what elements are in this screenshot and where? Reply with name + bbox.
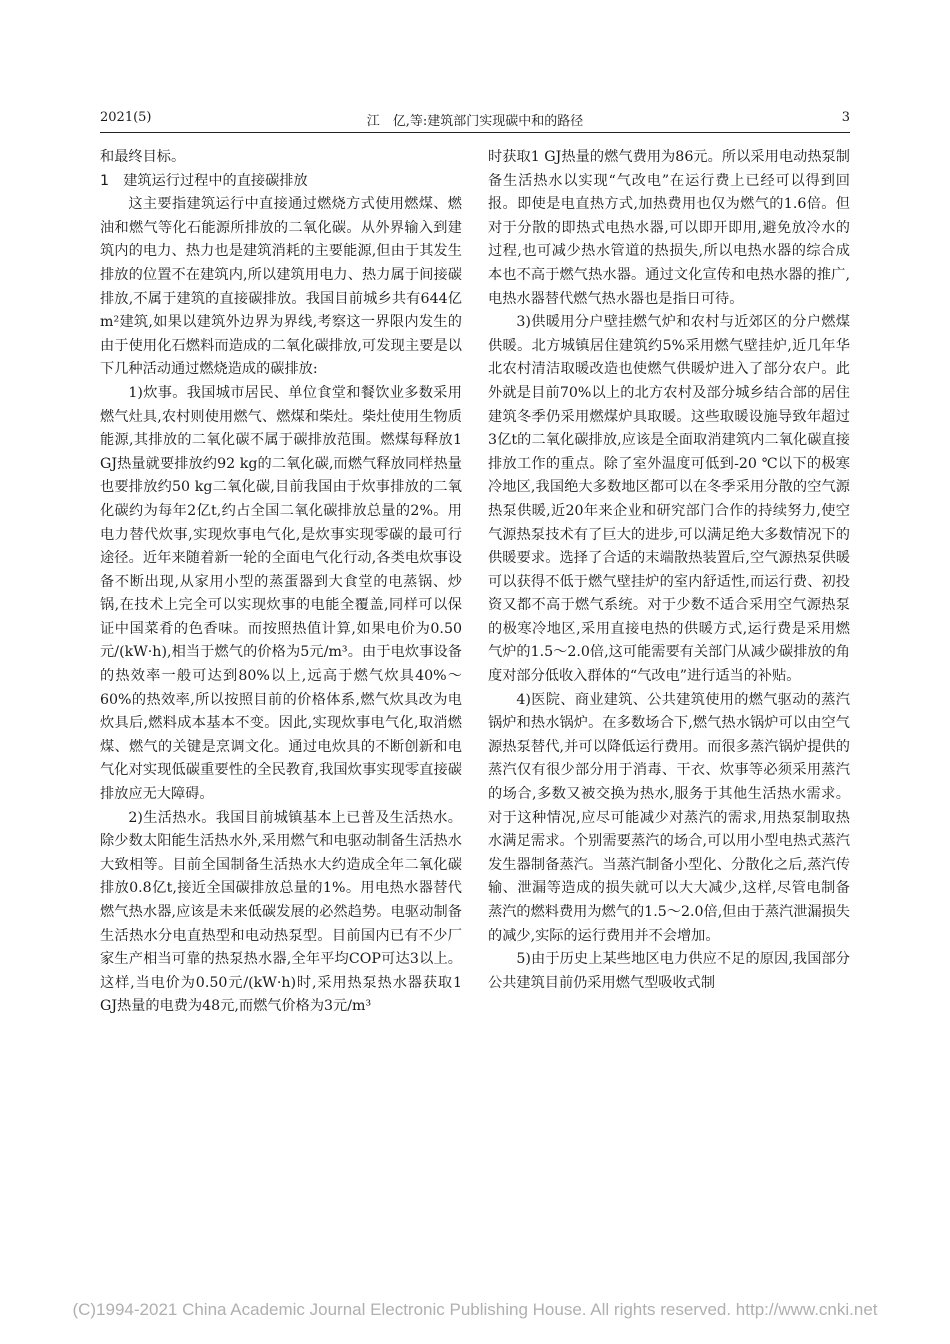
paragraph-direct-emission-intro: 这主要指建筑运行中直接通过燃烧方式使用燃煤、燃油和燃气等化石能源所排放的二氧化碳。从外界输入到建筑内的电力、热力也是建筑消耗的主要能源,但由于其发生排放的位置不在建筑内,所以建筑用电力、热力属于间接碳排放,不属于建筑的直接碳排放。我国目前城乡共有644亿m²建筑,如果以建筑外边界为界线,考察这一界限内发生的由于使用化石燃料而造成的二氧化碳排放,可发现主要是以下几种活动通过燃烧造成的碳排放: xyxy=(100,196,462,378)
paragraph-absorption: 5)由于历史上某些地区电力供应不足的原因,我国部分公共建筑目前仍采用燃气型吸收式制 xyxy=(488,951,850,991)
left-column xyxy=(100,146,462,1019)
paragraph-cooking: 1)炊事。我国城市居民、单位食堂和餐饮业多数采用燃气灶具,农村则使用燃气、燃煤和柴灶。柴灶使用生物质能源,其排放的二氧化碳不属于碳排放范围。燃煤每释放1 GJ热量就要排放约92 kg的二氧化碳,而燃气释放同样热量也要排放约50 kg二氧化碳,目前我国由于炊事排放的二氧化碳约为每年2亿t,约占全国二氧化碳排放总量的2%。用电力替代炊事,实现炊事电气化,是炊事实现零碳的最可行途径。近年来随着新一轮的全面电气化行动,各类电炊事设备不断出现,从家用小型的蒸蛋器到大食堂的电蒸锅、炒锅,在技术上完全可以实现炊事的电能全覆盖,同样可以保证中国菜肴的色香味。而按照热值计算,如果电价为0.50元/(kW·h),相当于燃气的价格为5元/m³。由于电炊事设备的热效率一般可达到80%以上,远高于燃气炊具40%～60%的热效率,所以按照目前的价格体系,燃气炊具改为电炊具后,燃料成本基本不变。因此,实现炊事电气化,取消燃煤、燃气的关键是烹调文化。通过电炊具的不断创新和电气化对实现低碳重要性的全民教育,我国炊事实现零直接碳排放应无大障碍。 xyxy=(100,384,462,803)
paragraph-continuation: 和最终目标。 xyxy=(100,149,186,165)
paragraph-hot-water-cont: 时获取1 GJ热量的燃气费用为86元。所以采用电动热泵制备生活热水以实现“气改电”在运行费上已经可以得到回报。即使是电直热方式,加热费用也仅为燃气的1.6倍。但对于分散的即热式电热水器,可以即开即用,避免放冷水的过程,也可减少热水管道的热损失,所以电热水器的综合成本也不高于燃气热水器。通过文化宣传和电热水器的推广,电热水器替代燃气热水器也是指日可待。 xyxy=(488,149,850,307)
right-column xyxy=(488,146,850,995)
header-rule xyxy=(100,132,850,133)
section-heading: 1 建筑运行过程中的直接碳排放 xyxy=(100,172,308,189)
running-header xyxy=(100,110,850,132)
copyright-footer: (C)1994-2021 China Academic Journal Electronic Publishing House. All rights reserved. http://www.cnki.net xyxy=(72,1300,878,1319)
paragraph-boilers: 4)医院、商业建筑、公共建筑使用的燃气驱动的蒸汽锅炉和热水锅炉。在多数场合下,燃气热水锅炉可以由空气源热泵替代,并可以降低运行费用。而很多蒸汽锅炉提供的蒸汽仅有很少部分用于消毒、干衣、炊事等必须采用蒸汽的场合,多数又被交换为热水,服务于其他生活热水需求。对于这种情况,应尽可能减少对蒸汽的需求,用热泵制取热水满足需求。个别需要蒸汽的场合,可以用小型电热式蒸汽发生器制备蒸汽。当蒸汽制备小型化、分散化之后,蒸汽传输、泄漏等造成的损失就可以大大减少,这样,尽管电制备蒸汽的燃料费用为燃气的1.5～2.0倍,但由于蒸汽泄漏损失的减少,实际的运行费用并不会增加。 xyxy=(488,691,850,944)
issue-number: 2021(5) xyxy=(100,110,152,125)
paragraph-heating: 3)供暖用分户壁挂燃气炉和农村与近郊区的分户燃煤供暖。北方城镇居住建筑约5%采用燃气壁挂炉,近几年华北农村清洁取暖改造也使燃气供暖炉进入了部分农户。此外就是目前70%以上的北方农村及部分城乡结合部的居住建筑冬季仍采用燃煤炉具取暖。这些取暖设施导致年超过3亿t的二氧化碳排放,应该是全面取消建筑内二氧化碳直接排放工作的重点。除了室外温度可低到-20 ℃以下的极寒冷地区,我国绝大多数地区都可以在冬季采用分散的空气源热泵供暖,近20年来企业和研究部门合作的持续努力,使空气源热泵技术有了巨大的进步,可以满足绝大多数情况下的供暖要求。选择了合适的末端散热装置后,空气源热泵供暖可以获得不低于燃气壁挂炉的室内舒适性,而运行费、初投资又都不高于燃气系统。对于少数不适合采用空气源热泵的极寒冷地区,采用直接电热的供暖方式,运行费是采用燃气炉的1.5～2.0倍,这可能需要有关部门从减少碳排放的角度对部分低收入群体的“气改电”进行适当的补贴。 xyxy=(488,314,850,685)
paragraph-hot-water: 2)生活热水。我国目前城镇基本上已普及生活热水。除少数太阳能生活热水外,采用燃气和电驱动制备生活热水大致相等。目前全国制备生活热水大约造成全年二氧化碳排放0.8亿t,接近全国碳排放总量的1%。用电热水器替代燃气热水器,应该是未来低碳发展的必然趋势。电驱动制备生活热水分电直热型和电动热泵型。目前国内已有不少厂家生产相当可靠的热泵热水器,全年平均COP可达3以上。这样,当电价为0.50元/(kW·h)时,采用热泵热水器获取1 GJ热量的电费为48元,而燃气价格为3元/m³ xyxy=(100,809,462,1015)
page-number: 3 xyxy=(841,110,850,125)
running-title: 江 亿,等:建筑部门实现碳中和的路径 xyxy=(366,114,584,129)
